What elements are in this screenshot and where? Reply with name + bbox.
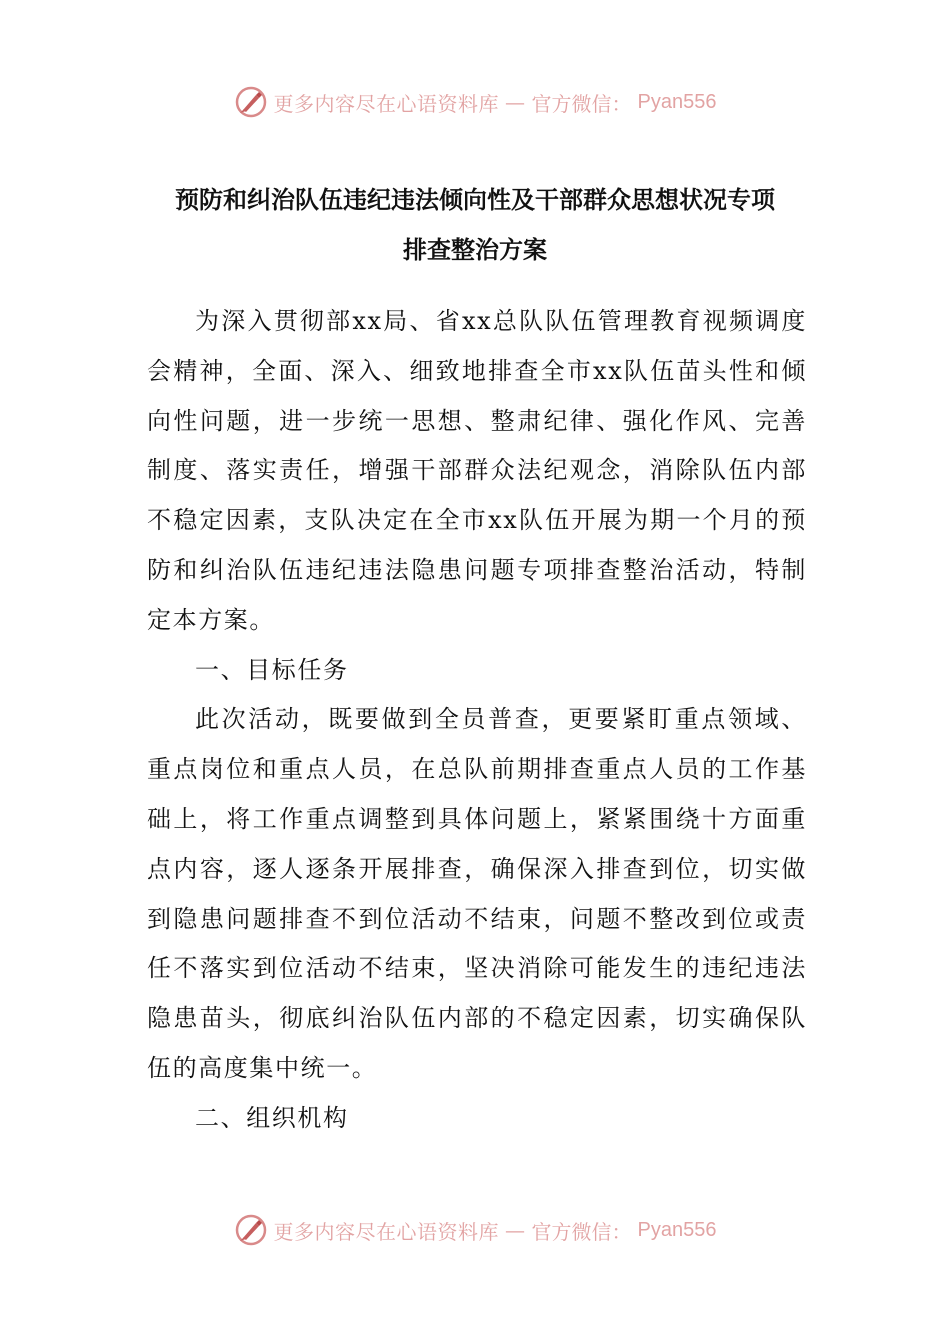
document-title-line1: 预防和纠治队伍违纪违法倾向性及干部群众思想状况专项 — [175, 186, 775, 214]
banner-text: 更多内容尽在心语资料库 — [273, 91, 500, 116]
section-heading-organization: 二、组织机构 — [195, 1103, 349, 1132]
pen-logo-icon — [234, 85, 268, 119]
pen-logo-icon — [234, 1213, 268, 1247]
banner-dash: — — [505, 90, 526, 114]
intro-paragraph: 为深入贯彻部xx局、省xx总队队伍管理教育视频调度会精神，全面、深入、细致地排查全市xx队伍苗头性和倾向性问题，进一步统一思想、整肃纪律、强化作风、完善制度、落实责任，增强干部群众法纪观念，消除队伍内部不稳定因素，支队决定在全市xx队伍开展为期一个月的预防和纠治队伍违纪违法隐患问题专项排查整治活动，特制定本方案。 — [147, 307, 807, 634]
banner-wechat-id: Pyan556 — [637, 1218, 717, 1241]
banner-wechat-label: 官方微信： — [531, 1219, 632, 1244]
goals-paragraph: 此次活动，既要做到全员普查，更要紧盯重点领域、重点岗位和重点人员，在总队前期排查重点人员的工作基础上，将工作重点调整到具体问题上，紧紧围绕十方面重点内容，逐人逐条开展排查，确保深入排查到位，切实做到隐患问题排查不到位活动不结束，问题不整改到位或责任不落实到位活动不结束，坚决消除可能发生的违纪违法隐患苗头，彻底纠治队伍内部的不稳定因素，切实确保队伍的高度集中统一。 — [147, 705, 807, 1082]
banner-text: 更多内容尽在心语资料库 — [273, 1219, 500, 1244]
header-watermark-banner — [0, 82, 950, 122]
banner-wechat-label: 官方微信： — [531, 91, 632, 116]
banner-dash: — — [505, 1218, 526, 1242]
banner-wechat-id: Pyan556 — [637, 90, 717, 113]
document-title-line2: 排查整治方案 — [403, 236, 547, 264]
document-body — [147, 297, 807, 1144]
footer-watermark-banner — [0, 1210, 950, 1250]
section-heading-goals: 一、目标任务 — [195, 655, 349, 684]
